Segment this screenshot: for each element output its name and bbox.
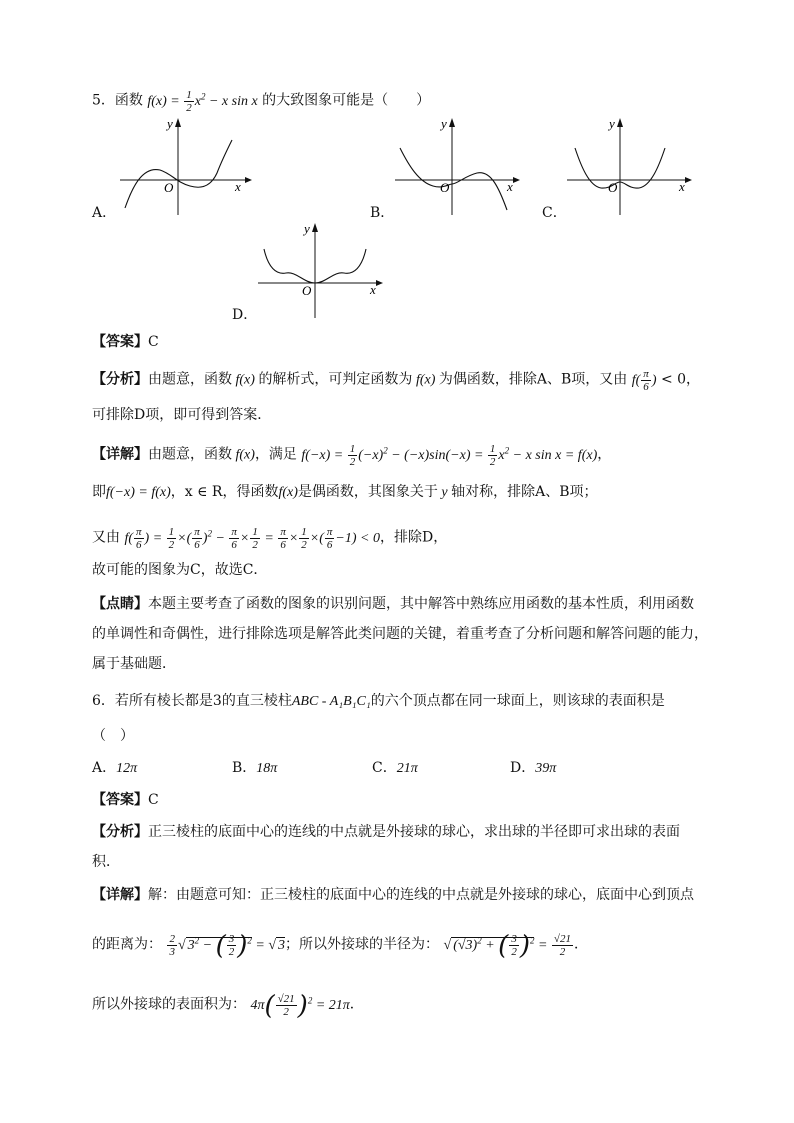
option-b-label[interactable]: B． <box>370 205 395 221</box>
comment-text-1: 本题主要考查了函数的图象的识别问题，其中解答中熟练应用函数的基本性质，利用函数 <box>148 596 694 612</box>
q5-comment-line1 <box>92 594 694 614</box>
analysis-text-3: 为偶函数，排除A、B项，又由 <box>438 371 628 388</box>
q6-analysis-tag: 【分析】 <box>92 824 148 840</box>
analysis-text-2: 的解析式，可判定函数为 <box>258 371 413 388</box>
q5-detail-line2: 即f(−x) = f(x)，x ∈ R，得函数f(x)是偶函数，其图象关于 y 轴对称，排除A、B项； <box>92 484 598 500</box>
q6-detail-text-1: 解：由题意可知：正三棱柱的底面中心的连线的中点就是外接球的球心，底面中心到顶点 <box>148 887 694 903</box>
q6-answer-value: C <box>148 792 159 808</box>
svg-text:O: O <box>440 180 450 195</box>
axis-x-label: x <box>235 179 241 194</box>
q6-option-d-label: D． <box>510 760 536 776</box>
q5-detail-line3: 又由 f( $\frac{\pi}{6}$ ) = $\frac{1}{2}$ ×( $\frac{\pi}{6}$ )$^2$ − $\frac{\pi}{6}$ × $\frac{1}{2}$ = $\frac{\pi}{6}$ × $\frac{1}{2}$ ×( $\frac{\pi}{6}$ −1) < 0，排除D， <box>92 525 448 551</box>
q5-analysis-line2: 可排除D项，即可得到答案． <box>92 407 272 423</box>
detail-tag: 【详解】 <box>92 446 148 463</box>
q6-detail-2a: 的距离为： <box>92 936 162 953</box>
graph-option-d[interactable] <box>258 223 388 323</box>
q6-option-b-value: 18π <box>256 761 278 776</box>
q5-comment-line3: 属于基础题． <box>92 656 176 672</box>
svg-text:O: O <box>608 180 618 195</box>
graph-option-a[interactable] <box>120 118 255 218</box>
analysis-text-1: 由题意，函数 <box>148 371 232 388</box>
q6-detail-3a: 所以外接球的表面积为： <box>92 996 246 1013</box>
q6-option-d-value: 39π <box>535 761 557 776</box>
q6-option-b[interactable] <box>232 758 277 779</box>
svg-text:y: y <box>304 221 310 236</box>
q6-paren: （ ） <box>92 728 134 744</box>
q6-stem <box>92 691 665 712</box>
q6-stem-1: 若所有棱长都是3的直三棱柱 <box>114 693 292 709</box>
svg-text:x: x <box>370 282 376 297</box>
detail-line2-b: ，x ∈ R，得函数 <box>170 484 279 500</box>
detail-line3-b: ，排除D， <box>379 529 448 546</box>
q6-option-b-label: B． <box>232 760 257 776</box>
detail-line2-d: 轴对称，排除A、B项； <box>451 484 598 500</box>
detail-text-2: ，满足 <box>254 446 297 463</box>
axis-y-label: y <box>167 116 173 131</box>
q5-detail-line4: 故可能的图象为C，故选C． <box>92 562 268 578</box>
svg-text:O: O <box>302 283 312 298</box>
q5-analysis-line1: 【分析】由题意，函数 f(x) 的解析式，可判定函数为 f(x) 为偶函数，排除A、B项，又由 f( $\frac{\pi}{6}$ ) < 0， <box>92 368 701 393</box>
graph-option-b[interactable] <box>395 118 525 218</box>
q6-prism: ABC - A₁B₁C₁ <box>291 694 371 709</box>
q6-option-a-value: 12π <box>116 761 138 776</box>
q5-formula: f(x) = $\frac{1}{2}$ $x^2 - x$ sin x <box>147 88 258 114</box>
analysis-text-4: < 0， <box>660 371 701 388</box>
detail-line2-a: 即 <box>92 484 106 500</box>
q6-option-c-label: C． <box>372 760 397 776</box>
graph-option-c[interactable] <box>567 118 697 218</box>
svg-text:x: x <box>679 179 685 194</box>
q5-comment-line2: 的单调性和奇偶性，进行排除选项是解答此类问题的关键，着重考查了分析问题和解答问题的能力， <box>92 626 708 642</box>
q5-stem-suffix: 的大致图象可能是（ ） <box>262 92 431 109</box>
svg-text:y: y <box>441 116 447 131</box>
svg-text:y: y <box>609 116 615 131</box>
q6-option-d[interactable] <box>510 758 556 779</box>
q5-answer <box>92 332 159 352</box>
detail-text-1: 由题意，函数 <box>148 446 232 463</box>
q6-option-a-label: A． <box>92 760 117 776</box>
answer-tag: 【答案】 <box>92 334 148 350</box>
q6-stem-2: 的六个顶点都在同一球面上，则该球的表面积是 <box>370 693 665 709</box>
detail-line2-c: 是偶函数，其图象关于 <box>297 484 438 500</box>
q6-option-a[interactable] <box>92 758 137 779</box>
q6-detail-line2: 的距离为： $\frac{2}{3}$ √ $3^2$ − ( $\frac{3}{2}$ )$^2$ = √ 3；所以外接球的半径为： √ $(√3)^2$ + ( $\frac{3}{2}$ )$^2$ = $\frac{√21}{2}$ ． <box>92 930 588 961</box>
q6-detail-tag: 【详解】 <box>92 887 148 903</box>
analysis-tag: 【分析】 <box>92 371 148 388</box>
q6-answer <box>92 790 159 810</box>
q6-analysis-text-1: 正三棱柱的底面中心的连线的中点就是外接球的球心，求出球的半径即可求出球的表面 <box>148 824 680 840</box>
svg-text:x: x <box>507 179 513 194</box>
q6-analysis-line2: 积． <box>92 854 120 870</box>
q5-stem-prefix: 函数 <box>114 92 143 109</box>
answer-value: C <box>148 334 159 350</box>
option-d-label[interactable]: D． <box>232 307 258 323</box>
q6-detail-line1 <box>92 885 694 905</box>
comment-tag: 【点睛】 <box>92 596 148 612</box>
q6-answer-tag: 【答案】 <box>92 792 148 808</box>
detail-line3-a: 又由 <box>92 529 120 546</box>
q5-number: 5． <box>92 92 115 109</box>
option-c-label[interactable]: C． <box>542 205 567 221</box>
option-a-label[interactable]: A． <box>92 205 117 221</box>
q5-detail-line1: 【详解】由题意，函数 f(x)，满足 f(−x) = $\frac{1}{2}$ $(-x)^2 - (-x)\sin(-x)$ = $\frac{1}{2}$ $x^2 - x$ sin x = f(x)， <box>92 442 612 468</box>
origin-label: O <box>164 180 174 195</box>
q6-detail-2b: ；所以外接球的半径为： <box>285 936 440 953</box>
q6-number: 6． <box>92 693 115 709</box>
q5-stem <box>92 86 430 114</box>
q6-option-c[interactable] <box>372 758 418 779</box>
q6-analysis-line1 <box>92 822 680 842</box>
q6-option-c-value: 21π <box>396 761 418 776</box>
q6-detail-line3: 所以外接球的表面积为： 4π( $\frac{√21}{2}$ )$^2$ = 21π． <box>92 990 364 1021</box>
